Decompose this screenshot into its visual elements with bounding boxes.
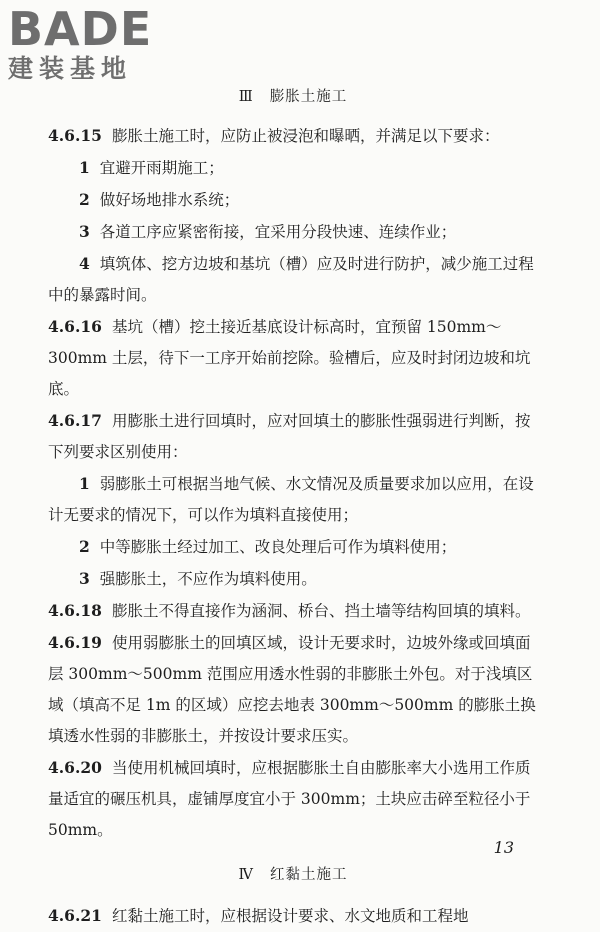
clause-text: 使用弱膨胀土的回填区域，设计无要求时，边坡外缘或回填面层 300mm～500mm 范围应用透水性弱的非膨胀土外包。对于浅填区域（填高不足 1m 的区域）应挖去地表 300mm～500mm 的膨胀土换填透水性弱的非膨胀土，并按设计要求压实。 [48,634,536,745]
list-item [48,563,538,595]
clause-number: 4.6.20 [48,758,102,777]
section-number: Ⅲ [238,89,254,105]
list-item [48,531,538,563]
clause-number: 4.6.15 [48,126,102,145]
item-text: 宜避开雨期施工； [99,159,224,177]
clause-number: 4.6.21 [48,906,102,925]
item-number: 2 [79,537,90,556]
clause-text: 用膨胀土进行回填时，应对回填土的膨胀性强弱进行判断，按下列要求区别使用： [48,412,531,461]
item-number: 1 [79,474,90,493]
clause-4-6-21 [48,900,538,932]
clause-4-6-19 [48,627,538,752]
item-number: 3 [79,222,90,241]
clause-4-6-18 [48,595,538,627]
clause-text: 基坑（槽）挖土接近基底设计标高时，宜预留 150mm～300mm 土层，待下一工序开始前挖除。验槽后，应及时封闭边坡和坑底。 [48,318,531,398]
item-number: 3 [79,569,90,588]
clause-4-6-16 [48,311,538,405]
list-item [48,184,538,216]
bade-logo [8,4,188,84]
section-heading-iii [48,86,538,108]
clause-text: 膨胀土施工时，应防止被浸泡和曝晒，并满足以下要求： [111,127,500,145]
item-text: 填筑体、挖方边坡和基坑（槽）应及时进行防护，减少施工过程中的暴露时间。 [48,255,534,304]
clause-4-6-17 [48,405,538,468]
item-text: 弱膨胀土可根据当地气候、水文情况及质量要求加以应用，在设计无要求的情况下，可以作为填料直接使用； [48,475,534,524]
section-number: Ⅳ [238,867,254,883]
section-title-text: 红黏土施工 [270,867,348,883]
list-item [48,248,538,311]
page-number: 13 [493,838,514,857]
item-text: 强膨胀土，不应作为填料使用。 [99,570,317,588]
logo-subtitle: 建装基地 [8,54,133,83]
document-body [48,86,538,932]
clause-number: 4.6.17 [48,411,102,430]
clause-text: 红黏土施工时，应根据设计要求、水文地质和工程地 [111,907,469,925]
clause-text: 当使用机械回填时，应根据膨胀土自由膨胀率大小选用工作质量适宜的碾压机具，虚铺厚度宜小于 300mm；土块应击碎至粒径小于 50mm。 [48,759,531,839]
clause-4-6-20 [48,752,538,846]
item-text: 做好场地排水系统； [99,191,240,209]
item-text: 中等膨胀土经过加工、改良处理后可作为填料使用； [99,538,457,556]
clause-4-6-15 [48,120,538,152]
clause-number: 4.6.19 [48,633,102,652]
logo-wordmark: BADE [8,2,153,56]
item-text: 各道工序应紧密衔接，宜采用分段快速、连续作业； [99,223,457,241]
item-number: 4 [79,254,90,273]
clause-text: 膨胀土不得直接作为涵洞、桥台、挡土墙等结构回填的填料。 [111,602,531,620]
item-number: 1 [79,158,90,177]
list-item [48,468,538,531]
item-number: 2 [79,190,90,209]
section-title-text: 膨胀土施工 [269,89,348,105]
section-heading-iv [48,864,538,886]
list-item [48,216,538,248]
clause-number: 4.6.18 [48,601,102,620]
clause-number: 4.6.16 [48,317,102,336]
list-item [48,152,538,184]
